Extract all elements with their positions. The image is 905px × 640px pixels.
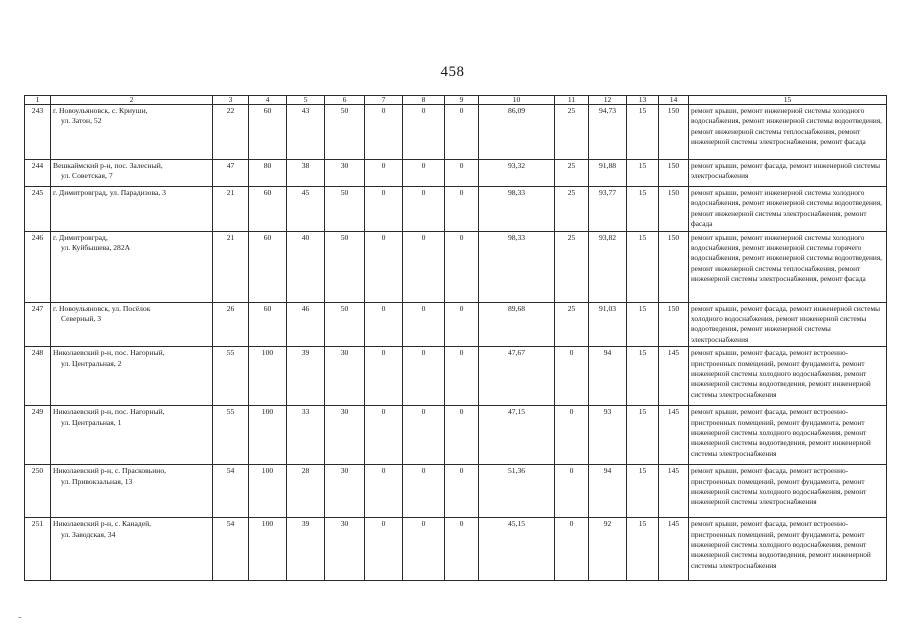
table-row [25,231,887,302]
value-cell-c4: 100 [249,465,287,518]
value-cell-c10: 98,33 [479,231,555,302]
column-number: 7 [365,96,403,105]
column-number: 10 [479,96,555,105]
address-cell [51,187,213,232]
value-cell-c7: 0 [365,231,403,302]
value-cell-c5: 39 [287,518,325,581]
repair-works-cell: ремонт крыши, ремонт инженерной системы холодного водоснабжения, ремонт инженерной системы горячего водоснабжения, ремонт инженерной системы водоотведения, ремонт инженерной системы теплоснабжения, ремонт инженерной системы электроснабжения, ремонт фасада [689,231,887,302]
repair-works-cell: ремонт крыши, ремонт фасада, ремонт встроенно-пристроенных помещений, ремонт фундамента, ремонт инженерной системы холодного водоснабжения, ремонт инженерной системы электроснабжения [689,465,887,518]
value-cell-c3: 22 [213,105,249,160]
address-cell [51,105,213,160]
value-cell-c6: 30 [325,518,365,581]
column-number: 6 [325,96,365,105]
address-line-2: Северный, 3 [61,314,102,324]
row-number-cell: 247 [25,302,51,347]
value-cell-c7: 0 [365,406,403,465]
value-cell-c4: 80 [249,160,287,187]
value-cell-c8: 0 [403,302,445,347]
address-line-1: г. Димитровград, ул. Парадизова, 3 [53,188,166,197]
value-cell-c13: 15 [627,231,659,302]
value-cell-c3: 55 [213,347,249,406]
repair-works-cell: ремонт крыши, ремонт инженерной системы холодного водоснабжения, ремонт инженерной системы водоотведения, ремонт инженерной системы теплоснабжения, ремонт инженерной системы электроснабжения, ремонт фасада [689,105,887,160]
column-number: 2 [51,96,213,105]
value-cell-c4: 100 [249,347,287,406]
value-cell-c11: 25 [555,231,589,302]
table-row [25,187,887,232]
value-cell-c10: 45,15 [479,518,555,581]
row-number-cell: 243 [25,105,51,160]
value-cell-c7: 0 [365,187,403,232]
address-line-1: Николаевский р-н, пос. Нагорный, [53,407,165,417]
value-cell-c4: 100 [249,518,287,581]
table-row [25,347,887,406]
column-number: 9 [445,96,479,105]
value-cell-c8: 0 [403,347,445,406]
value-cell-c11: 25 [555,302,589,347]
value-cell-c14: 145 [659,518,689,581]
value-cell-c10: 89,68 [479,302,555,347]
address-line-2: ул. Заводская, 34 [61,529,116,539]
repair-works-cell: ремонт крыши, ремонт инженерной системы холодного водоснабжения, ремонт инженерной системы водоотведения, ремонт инженерной системы электроснабжения, ремонт фасада [689,187,887,232]
value-cell-c3: 26 [213,302,249,347]
value-cell-c14: 145 [659,465,689,518]
value-cell-c5: 43 [287,105,325,160]
value-cell-c10: 47,67 [479,347,555,406]
value-cell-c8: 0 [403,518,445,581]
value-cell-c9: 0 [445,406,479,465]
value-cell-c11: 0 [555,406,589,465]
value-cell-c10: 47,15 [479,406,555,465]
value-cell-c7: 0 [365,302,403,347]
value-cell-c6: 50 [325,302,365,347]
column-number-row [25,96,887,105]
value-cell-c3: 54 [213,465,249,518]
value-cell-c5: 33 [287,406,325,465]
value-cell-c11: 0 [555,465,589,518]
value-cell-c14: 150 [659,105,689,160]
value-cell-c7: 0 [365,465,403,518]
repair-works-cell: ремонт крыши, ремонт фасада, ремонт встроенно-пристроенных помещений, ремонт фундамента, ремонт инженерной системы холодного водоснабжения, ремонт инженерной системы водоотведения, ремонт инженерной системы электроснабжения [689,347,887,406]
value-cell-c7: 0 [365,518,403,581]
table-row [25,465,887,518]
value-cell-c5: 45 [287,187,325,232]
address-line-2: ул. Центральная, 1 [61,417,122,427]
table-row [25,160,887,187]
value-cell-c3: 54 [213,518,249,581]
repair-works-cell: ремонт крыши, ремонт фасада, ремонт инженерной системы электроснабжения [689,160,887,187]
value-cell-c4: 60 [249,302,287,347]
address-line-1: г. Новоульяновск, ул. Посёлок [53,303,151,313]
value-cell-c11: 25 [555,187,589,232]
value-cell-c10: 51,36 [479,465,555,518]
value-cell-c12: 93 [589,406,627,465]
value-cell-c5: 28 [287,465,325,518]
column-number: 12 [589,96,627,105]
value-cell-c12: 91,03 [589,302,627,347]
address-cell [51,406,213,465]
address-cell [51,518,213,581]
value-cell-c9: 0 [445,347,479,406]
value-cell-c4: 60 [249,105,287,160]
value-cell-c7: 0 [365,160,403,187]
column-number: 5 [287,96,325,105]
address-line-1: Николаевский р-н, с. Канадей, [53,519,152,529]
value-cell-c14: 145 [659,406,689,465]
value-cell-c4: 60 [249,231,287,302]
value-cell-c6: 50 [325,187,365,232]
value-cell-c12: 94 [589,465,627,518]
address-line-1: г. Димитровград, [53,232,108,242]
value-cell-c11: 0 [555,518,589,581]
value-cell-c14: 150 [659,231,689,302]
address-cell [51,231,213,302]
value-cell-c13: 15 [627,347,659,406]
value-cell-c8: 0 [403,465,445,518]
value-cell-c6: 30 [325,160,365,187]
column-number: 4 [249,96,287,105]
row-number-cell: 250 [25,465,51,518]
column-number: 13 [627,96,659,105]
address-cell [51,347,213,406]
value-cell-c14: 150 [659,187,689,232]
table-row [25,105,887,160]
value-cell-c13: 15 [627,302,659,347]
value-cell-c10: 86,09 [479,105,555,160]
column-number: 8 [403,96,445,105]
repair-works-cell: ремонт крыши, ремонт фасада, ремонт инженерной системы холодного водоснабжения, ремонт инженерной системы водоотведения, ремонт инженерной системы электроснабжения [689,302,887,347]
value-cell-c14: 145 [659,347,689,406]
value-cell-c12: 93,82 [589,231,627,302]
address-line-2: ул. Куйбышева, 282А [61,243,131,253]
value-cell-c10: 93,32 [479,160,555,187]
value-cell-c13: 15 [627,160,659,187]
value-cell-c13: 15 [627,105,659,160]
value-cell-c13: 15 [627,465,659,518]
address-line-2: ул. Затон, 52 [61,116,102,126]
value-cell-c12: 91,88 [589,160,627,187]
address-line-1: г. Новоульяновск, с. Криуши, [53,106,148,115]
value-cell-c12: 94,73 [589,105,627,160]
value-cell-c5: 46 [287,302,325,347]
value-cell-c9: 0 [445,518,479,581]
value-cell-c5: 40 [287,231,325,302]
row-number-cell: 246 [25,231,51,302]
value-cell-c6: 50 [325,231,365,302]
repair-register-table [24,95,887,581]
value-cell-c8: 0 [403,187,445,232]
column-number: 14 [659,96,689,105]
value-cell-c3: 21 [213,187,249,232]
table-row [25,406,887,465]
address-cell [51,160,213,187]
value-cell-c8: 0 [403,231,445,302]
value-cell-c12: 93,77 [589,187,627,232]
address-line-2: ул. Центральная, 2 [61,358,122,368]
value-cell-c3: 47 [213,160,249,187]
value-cell-c6: 30 [325,347,365,406]
value-cell-c13: 15 [627,187,659,232]
value-cell-c6: 50 [325,105,365,160]
column-number: 3 [213,96,249,105]
value-cell-c8: 0 [403,160,445,187]
value-cell-c8: 0 [403,406,445,465]
table-row [25,518,887,581]
column-number: 11 [555,96,589,105]
address-line-2: ул. Привокзальная, 13 [61,476,133,486]
value-cell-c14: 150 [659,302,689,347]
value-cell-c12: 92 [589,518,627,581]
address-line-1: Вешкаймский р-н, пос. Залесный, [53,161,163,170]
value-cell-c5: 38 [287,160,325,187]
value-cell-c11: 25 [555,105,589,160]
address-line-2: ул. Советская, 7 [61,171,113,181]
row-number-cell: 244 [25,160,51,187]
value-cell-c12: 94 [589,347,627,406]
table-row [25,302,887,347]
address-line-1: Николаевский р-н, с. Прасковьино, [53,466,167,476]
column-number: 1 [25,96,51,105]
value-cell-c14: 150 [659,160,689,187]
value-cell-c13: 15 [627,406,659,465]
value-cell-c8: 0 [403,105,445,160]
row-number-cell: 245 [25,187,51,232]
value-cell-c9: 0 [445,187,479,232]
value-cell-c4: 100 [249,406,287,465]
repair-works-cell: ремонт крыши, ремонт фасада, ремонт встроенно-пристроенных помещений, ремонт фундамента, ремонт инженерной системы холодного водоснабжения, ремонт инженерной системы водоотведения, ремонт инженерной системы электроснабжения [689,518,887,581]
value-cell-c7: 0 [365,347,403,406]
address-cell [51,302,213,347]
column-number: 15 [689,96,887,105]
value-cell-c9: 0 [445,465,479,518]
value-cell-c4: 60 [249,187,287,232]
address-line-1: Николаевский р-н, пос. Нагорный, [53,348,165,358]
value-cell-c10: 98,33 [479,187,555,232]
scan-artifact-mark: ‑ [18,612,22,623]
value-cell-c9: 0 [445,105,479,160]
value-cell-c6: 30 [325,406,365,465]
value-cell-c3: 55 [213,406,249,465]
value-cell-c7: 0 [365,105,403,160]
row-number-cell: 251 [25,518,51,581]
value-cell-c6: 30 [325,465,365,518]
value-cell-c11: 0 [555,347,589,406]
row-number-cell: 248 [25,347,51,406]
page-number: 458 [440,64,465,80]
repair-works-cell: ремонт крыши, ремонт фасада, ремонт встроенно-пристроенных помещений, ремонт фундамента, ремонт инженерной системы холодного водоснабжения, ремонт инженерной системы водоотведения, ремонт инженерной системы электроснабжения [689,406,887,465]
value-cell-c9: 0 [445,160,479,187]
value-cell-c13: 15 [627,518,659,581]
value-cell-c9: 0 [445,231,479,302]
value-cell-c3: 21 [213,231,249,302]
value-cell-c5: 39 [287,347,325,406]
row-number-cell: 249 [25,406,51,465]
value-cell-c9: 0 [445,302,479,347]
value-cell-c11: 25 [555,160,589,187]
address-cell [51,465,213,518]
